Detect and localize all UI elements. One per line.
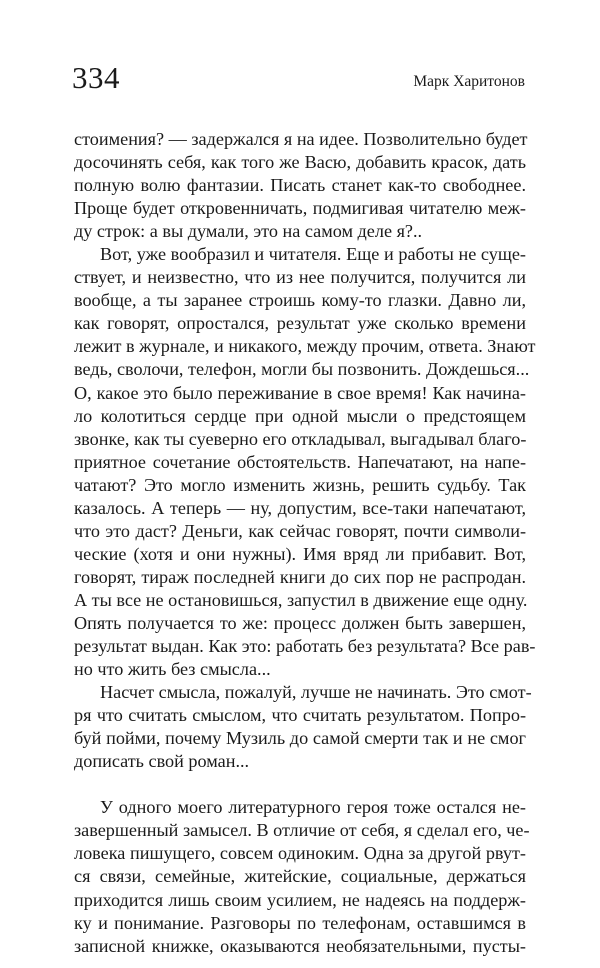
text-block [74, 128, 536, 958]
text-line: ческие (хотя и они нужны). Имя вряд ли прибавит. Вот, [74, 543, 526, 564]
text-line: стоимения? — задержался я на идее. Позволительно будет [74, 129, 528, 149]
text-line: А ты все не остановишься, запустил в движение еще одну. [74, 589, 528, 610]
text-line: записной книжке, оказываются необязательными, пусты- [74, 935, 526, 956]
text-line: чатают? Это могло изменить жизнь, решить судьбу. Так [74, 474, 526, 495]
text-line: У одного моего литературного героя тоже остался не- [100, 797, 526, 818]
text-line: Насчет смысла, пожалуй, лучше не начинать. Это смот- [100, 682, 532, 703]
page-number: 334 [72, 60, 120, 95]
text-line: ловека пишущего, совсем одиноким. Одна за другой рвут- [74, 843, 526, 864]
text-line: ствует, и неизвестно, что из нее получится, получится ли [74, 267, 526, 288]
text-line: полную волю фантазии. Писать станет как-то свободнее. [74, 175, 526, 196]
text-line: Опять получается то же: процесс должен быть завершен, [74, 612, 526, 633]
paragraph [74, 681, 532, 773]
text-line: как говорят, опростался, результат уже сколько времени [74, 313, 526, 334]
text-line: Вот, уже вообразил и читателя. Еще и работы не суще- [100, 244, 526, 265]
text-line: ря что считать смыслом, что считать результатом. Попро- [74, 705, 526, 726]
text-line: говорят, тираж последней книги до сих пор не распродан. [74, 566, 526, 587]
paragraph [74, 243, 536, 681]
text-line: О, какое это было переживание в свое время! Как начина- [74, 382, 526, 403]
text-line: ло колотиться сердце при одной мысли о предстоящем [74, 405, 526, 426]
text-line: досочинять себя, как того же Васю, добавить красок, дать [74, 152, 526, 173]
text-line: что это даст? Деньги, как сейчас говорят, почти символи- [74, 520, 526, 541]
text-line: вообще, а ты заранее строишь кому-то глазки. Давно ли, [74, 290, 526, 311]
text-line: ся связи, семейные, житейские, социальные, держаться [74, 866, 526, 887]
paragraph [74, 128, 526, 243]
text-line: результат выдан. Как это: работать без результата? Все рав- [74, 636, 536, 657]
text-line: но что жить без смысла... [74, 659, 271, 680]
text-line: дописать свой роман... [74, 751, 250, 772]
text-line: ду строк: а вы думали, это на самом деле я?.. [74, 221, 423, 242]
text-line: завершенный замысел. В отличие от себя, я сделал его, че- [74, 820, 530, 841]
text-line: ку и понимание. Разговоры по телефонам, оставшимся в [74, 912, 526, 933]
running-head-author: Марк Харитонов [413, 73, 525, 90]
section-break [74, 773, 526, 796]
text-line: Проще будет откровенничать, подмигивая читателю меж- [74, 198, 526, 219]
paragraph [74, 796, 530, 957]
text-line: казалось. А теперь — ну, допустим, все-таки напечатают, [74, 497, 526, 518]
text-line: буй пойми, почему Музиль до самой смерти так и не смог [74, 728, 526, 749]
text-line: лежит в журнале, и никакого, между прочим, ответа. Знают [74, 336, 536, 357]
text-line: приятное сочетание обстоятельств. Напечатают, на напе- [74, 451, 526, 472]
text-line: ведь, сволочи, телефон, могли бы позвонить. Дождешься... [74, 359, 530, 380]
text-line: приходится лишь своим усилием, не надеясь на поддерж- [74, 889, 526, 910]
text-line: звонке, как ты суеверно его откладывал, выгадывал благо- [74, 428, 527, 449]
